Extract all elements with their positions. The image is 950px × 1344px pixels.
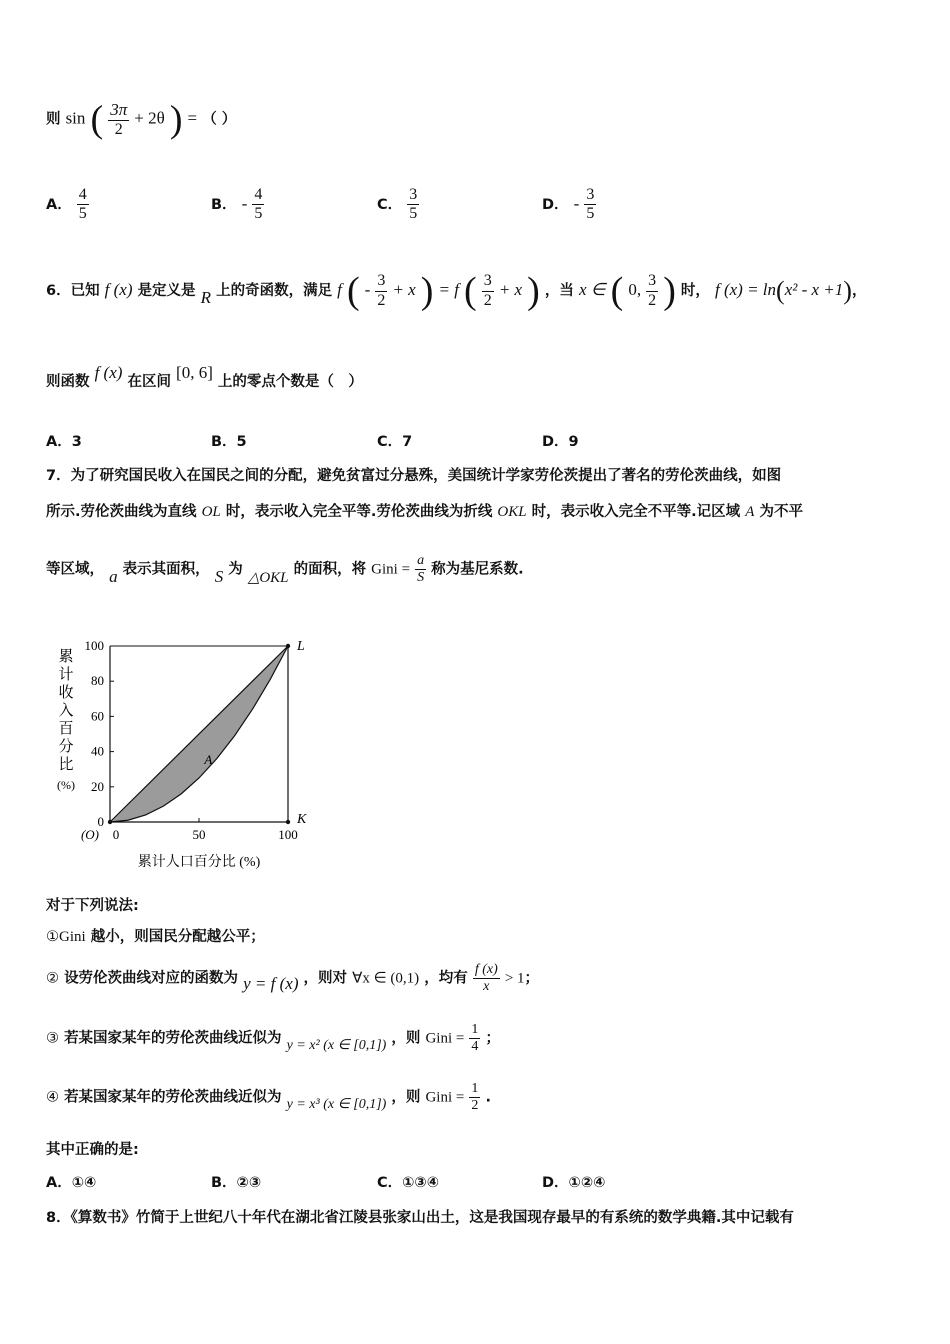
frac-num: 4 [77, 186, 89, 205]
q7-triangle: △OKL [247, 569, 289, 586]
q6-stem [46, 272, 866, 310]
statement-mark: ① [46, 929, 59, 945]
option-sign: - [241, 193, 248, 213]
q6-text: 则函数 [46, 374, 90, 390]
q7-option-c[interactable]: C．①③④ [377, 1175, 439, 1191]
frac-den: 2 [483, 291, 492, 309]
y-tick-label: 60 [91, 708, 104, 724]
q6-lparen: ( [776, 276, 785, 305]
q6-option-a[interactable]: A．3 [46, 434, 82, 450]
frac-num: 3 [375, 272, 387, 291]
q7-text: 为 [228, 561, 243, 578]
frac-den: S [417, 570, 425, 586]
frac-num: 3 [584, 186, 596, 205]
q6-R: R [200, 288, 212, 307]
frac-num: 1 [469, 1022, 480, 1039]
frac-den: 2 [377, 291, 386, 309]
q6-fx: f (x) [94, 363, 123, 382]
x-axis-label: 累计人口百分比 (%) [137, 855, 261, 870]
y-tick-label: 80 [91, 673, 104, 689]
q6-minus: - [364, 280, 371, 299]
q5-sin: sin [65, 108, 86, 128]
q5-frac-num: 3π [110, 100, 128, 119]
q7-text: 称为基尼系数. [431, 561, 524, 578]
x-tick-label: 100 [278, 827, 298, 842]
statement-text: ； [524, 970, 540, 987]
statement-text: 若某国家某年的劳伦茨曲线近似为 [64, 1089, 282, 1106]
option-sign: - [573, 193, 580, 213]
q7-text: 时，表示收入完全不平等.记区域 [531, 504, 741, 520]
q6-option-b[interactable]: B．5 [211, 434, 247, 450]
q7-A: A [745, 504, 755, 520]
q6-stem-line2 [46, 363, 363, 391]
q6-text: ，当 [544, 283, 574, 299]
q7-line2 [46, 500, 803, 521]
q7-line3 [46, 553, 524, 586]
option-label: D． [542, 196, 569, 213]
point-label-K: K [297, 812, 307, 827]
q6-fraction [646, 272, 658, 310]
q6-text: 上的奇函数，满足 [216, 283, 333, 299]
frac-den: 2 [471, 1098, 479, 1114]
q6-interval: [0, 6] [176, 363, 213, 382]
q8-line1: 8．《算数书》竹简于上世纪八十年代在湖北省江陵县张家山出土，这是我国现存最早的有系统的数学典籍.其中记载有 [46, 1210, 794, 1226]
y-axis-label-unit: (%) [57, 778, 75, 792]
q7-text: 的面积，将 [293, 561, 367, 578]
y-axis-label-char: 计 [58, 667, 74, 683]
q6-x-in: x ∈ [578, 280, 606, 299]
chart-point [108, 820, 112, 824]
y-axis-label-char: 分 [58, 739, 74, 755]
q7-gini: Gini = [371, 561, 411, 578]
frac-den: 2 [648, 291, 657, 309]
q7-a: a [109, 566, 118, 586]
statement-text: ； [485, 1030, 500, 1047]
q5-frac-den: 2 [114, 120, 123, 138]
q5-lparen: ( [90, 98, 104, 141]
q5-option-c[interactable] [377, 186, 419, 224]
q6-text: 在区间 [127, 374, 171, 390]
q6-option-c[interactable]: C．7 [377, 434, 413, 450]
lorenz-chart [44, 628, 334, 878]
statement-mark: ② [46, 970, 59, 987]
statement-text: ，则 [391, 1089, 421, 1106]
statement-fraction [473, 962, 500, 995]
q5-prefix: 则 [46, 111, 61, 128]
q5-stem [46, 100, 236, 139]
statement-fraction [469, 1081, 480, 1114]
q5-tail: + 2θ [134, 108, 165, 128]
q6-fraction [375, 272, 387, 310]
q6-plus-x: + x [392, 280, 416, 299]
statement-text: . [485, 1089, 491, 1106]
q7-OKL: OKL [497, 504, 527, 520]
q5-option-a[interactable] [46, 186, 89, 224]
statement-gini: Gini [59, 929, 86, 945]
q6-rparen: ) [420, 270, 434, 312]
q6-lparen: ( [346, 270, 360, 312]
y-tick-label: 20 [91, 778, 104, 794]
q6-text: 时， [680, 283, 710, 299]
q7-statements-intro: 对于下列说法: [46, 898, 139, 914]
statement-text: 越小，则国民分配越公平； [90, 929, 265, 945]
option-fraction [407, 186, 419, 224]
q6-option-d[interactable]: D．9 [542, 434, 579, 450]
statement-gt: > 1 [504, 970, 525, 987]
frac-num: 3 [646, 272, 658, 291]
q7-correct-prompt: 其中正确的是: [46, 1142, 139, 1158]
statement-func: y = x² (x ∈ [0,1]) [286, 1037, 387, 1053]
frac-num: a [415, 553, 426, 570]
q6-ln-arg: x² - x +1 [784, 280, 844, 299]
statement-gini: Gini = [425, 1030, 465, 1047]
q6-rparen: ) [527, 270, 540, 312]
q7-gini-fraction [415, 553, 426, 586]
statement-func: y = x³ (x ∈ [0,1]) [286, 1096, 387, 1112]
point-label-L: L [297, 639, 305, 654]
statement-text: ，则 [391, 1030, 421, 1047]
frac-num: 4 [252, 186, 264, 205]
statement-fraction [469, 1022, 480, 1055]
q7-text: 时，表示收入完全平等.劳伦茨曲线为折线 [225, 504, 493, 520]
q7-option-d[interactable]: D．①②④ [542, 1175, 606, 1191]
q6-fx: f (x) [104, 280, 133, 299]
y-tick-label: 100 [84, 638, 104, 653]
origin-label: (O) [80, 827, 100, 842]
option-label: C． [377, 196, 403, 213]
y-tick-label: 40 [91, 743, 104, 759]
statement-gini: Gini = [425, 1089, 465, 1106]
x-tick-label: 50 [192, 827, 206, 842]
q7-text: 表示其面积， [122, 561, 210, 578]
y-axis-label-char: 入 [58, 703, 74, 719]
q7-statement-2 [46, 962, 539, 995]
q5-eq: = [187, 108, 198, 128]
y-axis-label-char: 累 [58, 649, 74, 665]
q6-rparen: ) [663, 270, 676, 312]
frac-den: 5 [409, 205, 418, 223]
q6-text: ， [851, 283, 867, 299]
y-axis-label-char: 比 [58, 757, 74, 773]
chart-point [286, 644, 290, 648]
q6-number: 6．已知 [46, 283, 100, 299]
q6-text: 是定义是 [137, 283, 196, 299]
q7-text: 所示.劳伦茨曲线为直线 [46, 504, 197, 520]
statement-text: ，均有 [424, 970, 468, 987]
q7-option-a[interactable]: A．①④ [46, 1175, 97, 1191]
option-fraction [584, 186, 596, 224]
frac-den: 5 [78, 205, 87, 223]
q7-statement-1 [46, 925, 265, 946]
q6-rparen: ) [843, 276, 852, 305]
statement-forall: ∀x ∈ (0,1) [352, 970, 420, 987]
statement-func: y = f (x) [243, 973, 299, 993]
q5-option-d[interactable] [542, 186, 596, 224]
frac-num: f (x) [473, 962, 500, 979]
frac-num: 1 [469, 1081, 480, 1098]
frac-den: 5 [254, 205, 263, 223]
q6-lparen: ( [610, 270, 624, 312]
q6-plus-x: + x [498, 280, 523, 299]
q5-answer-paren: （ ） [202, 111, 237, 128]
q7-statement-4 [46, 1081, 491, 1114]
option-fraction [252, 186, 264, 224]
q6-interval-left: 0, [628, 280, 642, 299]
option-label: A． [46, 196, 72, 213]
q6-fraction [482, 272, 494, 310]
statement-mark: ③ [46, 1030, 59, 1047]
statement-mark: ④ [46, 1089, 59, 1106]
frac-den: x [483, 979, 490, 995]
statement-text: 若某国家某年的劳伦茨曲线近似为 [64, 1030, 282, 1047]
q7-S: S [214, 566, 224, 586]
x-tick-label: 0 [112, 827, 120, 842]
region-label-A: A [204, 751, 213, 767]
q5-fraction [108, 100, 129, 139]
q6-text: 上的零点个数是（ ） [217, 374, 363, 390]
q7-text: 为不平 [759, 504, 803, 520]
option-label: B． [211, 196, 237, 213]
frac-num: 3 [482, 272, 494, 291]
q7-text: 等区域， [46, 561, 104, 578]
frac-den: 4 [471, 1039, 479, 1055]
q6-lparen: ( [464, 270, 477, 312]
q5-rparen: ) [169, 98, 183, 141]
q6-eq-f: = f [438, 280, 459, 299]
q5-option-b[interactable] [211, 186, 264, 224]
frac-den: 5 [586, 205, 595, 223]
y-axis-label-char: 收 [58, 685, 74, 701]
option-fraction [77, 186, 89, 224]
statement-text: 设劳伦茨曲线对应的函数为 [64, 970, 239, 987]
q7-line1: 7．为了研究国民收入在国民之间的分配，避免贫富过分悬殊，美国统计学家劳伦茨提出了著名的劳伦茨曲线，如图 [46, 468, 782, 484]
statement-text: ，则对 [303, 970, 348, 987]
y-axis-label-char: 百 [58, 721, 74, 737]
q6-f: f [337, 280, 342, 299]
q7-statement-3 [46, 1022, 500, 1055]
q6-fx-ln: f (x) = ln [714, 280, 777, 299]
series-line-OL [110, 646, 288, 822]
q7-OL: OL [201, 504, 221, 520]
q7-option-b[interactable]: B．②③ [211, 1175, 262, 1191]
chart-point [286, 820, 290, 824]
frac-num: 3 [407, 186, 419, 205]
y-tick-label: 0 [97, 814, 104, 829]
